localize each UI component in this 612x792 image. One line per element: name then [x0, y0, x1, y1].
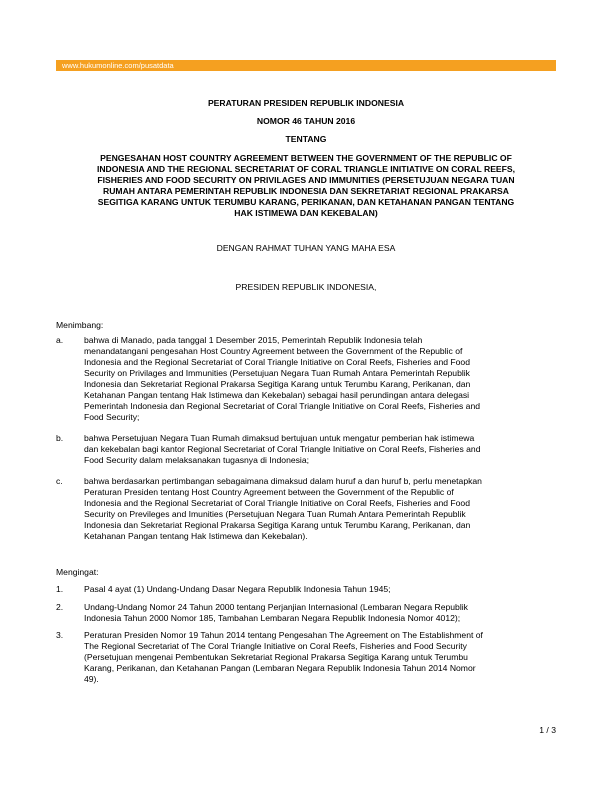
regulation-number: NOMOR 46 TAHUN 2016 [256, 116, 356, 126]
item-line: Peraturan Presiden tentang Host Country Agreement between the Government of the Republic of [84, 487, 454, 497]
item-line: Indonesia dan Sekretariat Regional Prakarsa Segitiga Karang untuk Terumbu Karang, Perikanan, dan [84, 379, 471, 389]
mengingat-label: Mengingat: [56, 567, 99, 577]
item-line: dan kekebalan bagi kantor Regional Secretariat of Coral Triangle Initiative on Coral Reefs, Fisheries and [84, 444, 481, 454]
item-line: Pemerintah Indonesia dan Regional Secretariat of Coral Triangle Initiative on Coral Reefs, Fisheries and [84, 401, 481, 411]
item-marker: a. [56, 335, 64, 345]
item-line: Pasal 4 ayat (1) Undang-Undang Dasar Negara Republik Indonesia Tahun 1945; [84, 584, 391, 594]
title-line: INDONESIA AND THE REGIONAL SECRETARIAT OF CORAL TRIANGLE INITIATIVE ON CORAL REEFS, [96, 164, 516, 174]
item-line: Undang-Undang Nomor 24 Tahun 2000 tentang Perjanjian Internasional (Lembaran Negara Republik [84, 602, 468, 612]
item-line: bahwa Persetujuan Negara Tuan Rumah dimaksud bertujuan untuk mengatur pemberian hak istimewa [84, 433, 475, 443]
item-line: Ketahanan Pangan tentang Hak Istimewa dan Kekebalan) sebagai hasil perundingan antara delegasi [84, 390, 470, 400]
item-marker: c. [56, 476, 63, 486]
item-line: bahwa di Manado, pada tanggal 1 Desember 2015, Pemerintah Republik Indonesia telah [84, 335, 423, 345]
item-line: Peraturan Presiden Nomor 19 Tahun 2014 tentang Pengesahan The Agreement on The Establishment of [84, 630, 483, 640]
title-line: FISHERIES AND FOOD SECURITY ON PRIVILAGES AND IMMUNITIES (PERSETUJUAN NEGARA TUAN [97, 175, 515, 185]
item-line: Indonesia and the Regional Secretariat of Coral Triangle Initiative on Coral Reefs, Fisheries and Food [84, 498, 470, 508]
item-line: Indonesia Tahun 2000 Nomor 185, Tambahan Lembaran Negara Republik Indonesia Nomor 4012); [84, 613, 461, 623]
page-number: 1 / 3 [539, 725, 556, 735]
title-line: RUMAH ANTARA PEMERINTAH REPUBLIK INDONESIA DAN SEKRETARIAT REGIONAL PRAKARSA [103, 186, 509, 196]
source-banner [56, 60, 556, 71]
item-line: Indonesia and the Regional Secretariat of Coral Triangle Initiative on Coral Reefs, Fisheries and Food [84, 357, 470, 367]
regulation-tentang: TENTANG [285, 134, 327, 144]
title-line: HAK ISTIMEWA DAN KEKEBALAN) [234, 208, 378, 218]
item-line: Karang, Perikanan, dan Ketahanan Pangan (Lembaran Negara Republik Indonesia Tahun 2014 Nomor [84, 663, 476, 673]
item-line: Indonesia dan Sekretariat Regional Prakarsa Segitiga Karang untuk Terumbu Karang, Perikanan, dan [84, 520, 471, 530]
title-line: PENGESAHAN HOST COUNTRY AGREEMENT BETWEEN THE GOVERNMENT OF THE REPUBLIC OF [100, 153, 512, 163]
item-marker: b. [56, 433, 64, 443]
source-url: www.hukumonline.com/pusatdata [62, 61, 174, 70]
item-line: Security on Privilages and Immunities (Persetujuan Negara Tuan Rumah Antara Pemerintah Republik [84, 368, 470, 378]
regulation-title [60, 153, 552, 219]
item-line: menandatangani pengesahan Host Country Agreement between the Government of the Republic of [84, 346, 463, 356]
item-line: bahwa berdasarkan pertimbangan sebagaimana dimaksud dalam huruf a dan huruf b, perlu menetapkan [84, 476, 482, 486]
presiden-line: PRESIDEN REPUBLIK INDONESIA, [235, 282, 377, 292]
item-line: The Regional Secretariat of The Coral Triangle Initiative on Coral Reefs, Fisheries and Food Security [84, 641, 467, 651]
menimbang-label: Menimbang: [56, 320, 104, 330]
item-marker: 3. [56, 630, 64, 640]
rahmat-line: DENGAN RAHMAT TUHAN YANG MAHA ESA [216, 243, 396, 253]
title-line: SEGITIGA KARANG UNTUK TERUMBU KARANG, PERIKANAN, DAN KETAHANAN PANGAN TENTANG [97, 197, 515, 207]
item-line: Security on Previleges and Imunities (Persetujuan Negara Tuan Rumah Antara Pemerintah Republik [84, 509, 466, 519]
item-line: Ketahanan Pangan tentang Hak Istimewa dan Kekebalan). [84, 531, 308, 541]
item-line: Food Security dalam melaksanakan tugasnya di Indonesia; [84, 455, 310, 465]
item-marker: 1. [56, 584, 64, 594]
regulation-heading: PERATURAN PRESIDEN REPUBLIK INDONESIA [207, 98, 405, 108]
item-marker: 2. [56, 602, 64, 612]
item-line: (Persetujuan mengenai Pembentukan Sekretariat Regional Prakarsa Segitiga Karang untuk Terumbu [84, 652, 468, 662]
item-line: 49). [84, 674, 99, 684]
item-line: Food Security; [84, 412, 140, 422]
